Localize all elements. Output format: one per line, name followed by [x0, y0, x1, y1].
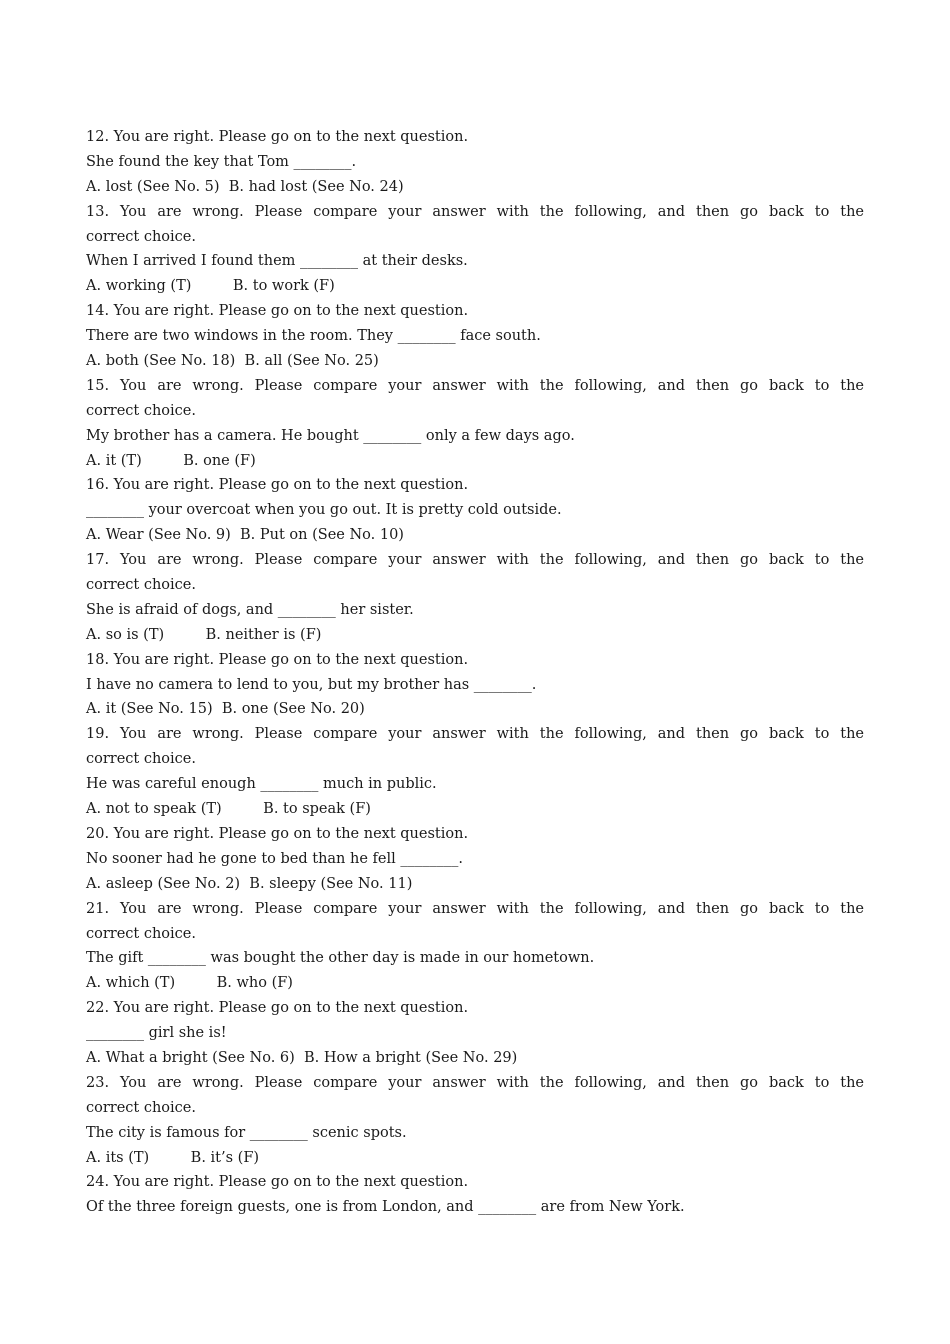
document-page: [86, 125, 864, 1220]
question-line: No sooner had he gone to bed than he fell ________.: [86, 850, 463, 867]
feedback-line: 14. You are right. Please go on to the next question.: [86, 303, 469, 320]
options-line: A. working (T) B. to work (F): [86, 278, 335, 295]
options-line: A. so is (T) B. neither is (F): [86, 626, 322, 643]
feedback-line: correct choice.: [86, 925, 196, 942]
feedback-line: 16. You are right. Please go on to the next question.: [86, 477, 469, 494]
question-line: My brother has a camera. He bought ________ only a few days ago.: [86, 427, 575, 444]
feedback-line: 23. You are wrong. Please compare your answer with the following, and then go back to the: [86, 1074, 864, 1091]
feedback-line: 20. You are right. Please go on to the next question.: [86, 825, 469, 842]
options-line: A. it (T) B. one (F): [86, 452, 256, 469]
question-line: When I arrived I found them ________ at their desks.: [86, 253, 468, 270]
feedback-line: correct choice.: [86, 228, 196, 245]
question-line: ________ girl she is!: [86, 1025, 227, 1042]
feedback-line: 13. You are wrong. Please compare your answer with the following, and then go back to the: [86, 203, 864, 220]
options-line: A. both (See No. 18) B. all (See No. 25): [86, 353, 379, 370]
options-line: A. lost (See No. 5) B. had lost (See No. 24): [86, 178, 404, 195]
options-line: A. What a bright (See No. 6) B. How a bright (See No. 29): [86, 1049, 518, 1066]
question-line: She is afraid of dogs, and ________ her sister.: [86, 601, 414, 618]
feedback-line: 15. You are wrong. Please compare your answer with the following, and then go back to the: [86, 377, 864, 394]
feedback-line: 19. You are wrong. Please compare your answer with the following, and then go back to the: [86, 726, 864, 743]
question-line: ________ your overcoat when you go out. It is pretty cold outside.: [86, 502, 562, 519]
question-line: I have no camera to lend to you, but my brother has ________.: [86, 676, 537, 693]
options-line: A. which (T) B. who (F): [86, 975, 293, 992]
feedback-line: correct choice.: [86, 751, 196, 768]
question-line: The city is famous for ________ scenic spots.: [86, 1124, 407, 1141]
question-line: There are two windows in the room. They ________ face south.: [86, 328, 541, 345]
options-line: A. not to speak (T) B. to speak (F): [86, 801, 371, 818]
question-line: He was careful enough ________ much in public.: [86, 776, 437, 793]
options-line: A. Wear (See No. 9) B. Put on (See No. 10): [86, 527, 404, 544]
feedback-line: correct choice.: [86, 577, 196, 594]
options-line: A. asleep (See No. 2) B. sleepy (See No. 11): [86, 875, 413, 892]
feedback-line: correct choice.: [86, 402, 196, 419]
question-line: Of the three foreign guests, one is from London, and ________ are from New York.: [86, 1199, 685, 1216]
options-line: A. it (See No. 15) B. one (See No. 20): [86, 701, 365, 718]
feedback-line: 12. You are right. Please go on to the next question.: [86, 129, 469, 145]
feedback-line: 21. You are wrong. Please compare your answer with the following, and then go back to the: [86, 900, 864, 917]
feedback-line: 18. You are right. Please go on to the next question.: [86, 651, 469, 668]
question-line: She found the key that Tom ________.: [86, 153, 357, 170]
feedback-line: correct choice.: [86, 1099, 196, 1116]
feedback-line: 22. You are right. Please go on to the next question.: [86, 1000, 469, 1017]
options-line: A. its (T) B. it’s (F): [86, 1149, 260, 1166]
question-line: The gift ________ was bought the other day is made in our hometown.: [86, 950, 595, 967]
feedback-line: 24. You are right. Please go on to the next question.: [86, 1174, 469, 1191]
document-body: [86, 125, 864, 1220]
feedback-line: 17. You are wrong. Please compare your answer with the following, and then go back to the: [86, 552, 864, 569]
